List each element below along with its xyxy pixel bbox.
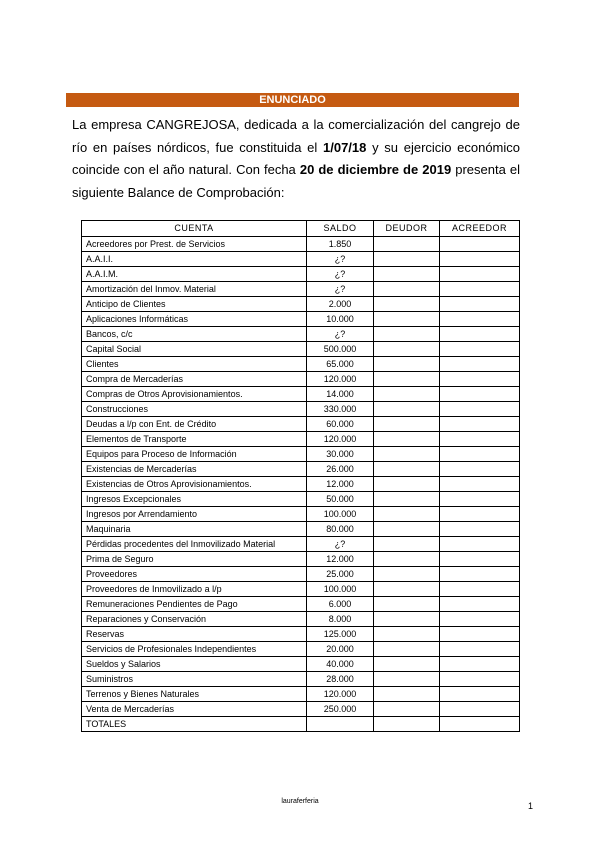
- cell-deudor: [374, 252, 440, 267]
- cell-saldo: ¿?: [307, 267, 374, 282]
- totals-deudor: [374, 717, 440, 732]
- table-row: [82, 282, 520, 297]
- cell-cuenta: Reparaciones y Conservación: [82, 612, 307, 627]
- cell-acreedor: [440, 687, 520, 702]
- table-row: [82, 297, 520, 312]
- cell-deudor: [374, 447, 440, 462]
- totals-acreedor: [440, 717, 520, 732]
- table-row: [82, 252, 520, 267]
- balance-table: [81, 220, 520, 732]
- table-row: [82, 552, 520, 567]
- cell-saldo: 6.000: [307, 597, 374, 612]
- cell-cuenta: Reservas: [82, 627, 307, 642]
- cell-deudor: [374, 327, 440, 342]
- cell-cuenta: Existencias de Mercaderías: [82, 462, 307, 477]
- cell-cuenta: Terrenos y Bienes Naturales: [82, 687, 307, 702]
- cell-saldo: 28.000: [307, 672, 374, 687]
- cell-cuenta: Remuneraciones Pendientes de Pago: [82, 597, 307, 612]
- cell-saldo: 60.000: [307, 417, 374, 432]
- table-row: [82, 327, 520, 342]
- cell-cuenta: Maquinaria: [82, 522, 307, 537]
- section-banner: [66, 93, 519, 107]
- table-header-row: [82, 221, 520, 237]
- cell-cuenta: Compra de Mercaderías: [82, 372, 307, 387]
- cell-cuenta: Elementos de Transporte: [82, 432, 307, 447]
- cell-deudor: [374, 612, 440, 627]
- cell-acreedor: [440, 492, 520, 507]
- table-row: [82, 522, 520, 537]
- table-row: [82, 687, 520, 702]
- cell-deudor: [374, 702, 440, 717]
- cell-acreedor: [440, 372, 520, 387]
- cell-saldo: 20.000: [307, 642, 374, 657]
- cell-cuenta: A.A.I.M.: [82, 267, 307, 282]
- cell-saldo: 120.000: [307, 687, 374, 702]
- cell-deudor: [374, 357, 440, 372]
- cell-acreedor: [440, 417, 520, 432]
- cell-deudor: [374, 342, 440, 357]
- cell-acreedor: [440, 567, 520, 582]
- cell-saldo: 8.000: [307, 612, 374, 627]
- cell-saldo: 120.000: [307, 432, 374, 447]
- cell-acreedor: [440, 627, 520, 642]
- cell-saldo: 330.000: [307, 402, 374, 417]
- cell-cuenta: Proveedores: [82, 567, 307, 582]
- table-row: [82, 537, 520, 552]
- cell-acreedor: [440, 282, 520, 297]
- cell-deudor: [374, 492, 440, 507]
- cell-deudor: [374, 672, 440, 687]
- cell-deudor: [374, 642, 440, 657]
- cell-deudor: [374, 297, 440, 312]
- cell-saldo: ¿?: [307, 537, 374, 552]
- page-number: 1: [528, 801, 534, 811]
- cell-saldo: 120.000: [307, 372, 374, 387]
- cell-acreedor: [440, 342, 520, 357]
- cell-cuenta: Servicios de Profesionales Independientes: [82, 642, 307, 657]
- cell-deudor: [374, 282, 440, 297]
- cell-deudor: [374, 657, 440, 672]
- table-row: [82, 657, 520, 672]
- intro-text-1: La empresa CANGREJOSA, dedicada a la comercialización del cangrejo de río en países nórdicos, fue constituida el: [72, 117, 520, 155]
- cell-saldo: 25.000: [307, 567, 374, 582]
- cell-acreedor: [440, 357, 520, 372]
- cell-deudor: [374, 507, 440, 522]
- intro-date-balance: 20 de diciembre de 2019: [299, 162, 452, 177]
- cell-cuenta: Bancos, c/c: [82, 327, 307, 342]
- intro-date-constitution: 1/07/18: [323, 139, 367, 155]
- cell-cuenta: Compras de Otros Aprovisionamientos.: [82, 387, 307, 402]
- cell-saldo: 100.000: [307, 582, 374, 597]
- cell-cuenta: Construcciones: [82, 402, 307, 417]
- cell-saldo: 10.000: [307, 312, 374, 327]
- cell-deudor: [374, 417, 440, 432]
- cell-deudor: [374, 432, 440, 447]
- cell-saldo: 40.000: [307, 657, 374, 672]
- intro-paragraph: [72, 114, 520, 204]
- cell-acreedor: [440, 237, 520, 252]
- cell-saldo: 500.000: [307, 342, 374, 357]
- table-row: [82, 612, 520, 627]
- cell-deudor: [374, 237, 440, 252]
- table-row: [82, 627, 520, 642]
- cell-cuenta: Existencias de Otros Aprovisionamientos.: [82, 477, 307, 492]
- cell-acreedor: [440, 552, 520, 567]
- table-row: [82, 597, 520, 612]
- cell-acreedor: [440, 447, 520, 462]
- cell-acreedor: [440, 507, 520, 522]
- cell-saldo: 65.000: [307, 357, 374, 372]
- cell-acreedor: [440, 477, 520, 492]
- cell-saldo: 14.000: [307, 387, 374, 402]
- cell-acreedor: [440, 267, 520, 282]
- cell-deudor: [374, 462, 440, 477]
- cell-deudor: [374, 597, 440, 612]
- cell-acreedor: [440, 327, 520, 342]
- table-row: [82, 477, 520, 492]
- cell-acreedor: [440, 612, 520, 627]
- cell-deudor: [374, 552, 440, 567]
- table-row: [82, 402, 520, 417]
- cell-cuenta: Anticipo de Clientes: [82, 297, 307, 312]
- totals-row: [82, 717, 520, 732]
- cell-saldo: 250.000: [307, 702, 374, 717]
- banner-title: ENUNCIADO: [259, 94, 326, 106]
- cell-saldo: 125.000: [307, 627, 374, 642]
- cell-saldo: 1.850: [307, 237, 374, 252]
- cell-deudor: [374, 627, 440, 642]
- cell-cuenta: Ingresos Excepcionales: [82, 492, 307, 507]
- cell-cuenta: Sueldos y Salarios: [82, 657, 307, 672]
- cell-acreedor: [440, 582, 520, 597]
- table-row: [82, 447, 520, 462]
- cell-acreedor: [440, 387, 520, 402]
- cell-acreedor: [440, 402, 520, 417]
- cell-cuenta: Clientes: [82, 357, 307, 372]
- totals-saldo: [307, 717, 374, 732]
- cell-cuenta: Deudas a l/p con Ent. de Crédito: [82, 417, 307, 432]
- table-row: [82, 312, 520, 327]
- table-row: [82, 462, 520, 477]
- intro-text-3: presenta el siguiente Balance de Comprobación:: [72, 162, 520, 200]
- table-row: [82, 492, 520, 507]
- table-row: [82, 357, 520, 372]
- cell-cuenta: Suministros: [82, 672, 307, 687]
- cell-acreedor: [440, 312, 520, 327]
- cell-saldo: 2.000: [307, 297, 374, 312]
- table-row: [82, 642, 520, 657]
- totals-label: TOTALES: [82, 717, 307, 732]
- cell-deudor: [374, 477, 440, 492]
- cell-acreedor: [440, 297, 520, 312]
- cell-cuenta: Venta de Mercaderías: [82, 702, 307, 717]
- cell-saldo: 80.000: [307, 522, 374, 537]
- cell-deudor: [374, 687, 440, 702]
- cell-deudor: [374, 387, 440, 402]
- cell-cuenta: Ingresos por Arrendamiento: [82, 507, 307, 522]
- cell-deudor: [374, 402, 440, 417]
- table-row: [82, 672, 520, 687]
- cell-acreedor: [440, 522, 520, 537]
- cell-acreedor: [440, 252, 520, 267]
- cell-acreedor: [440, 432, 520, 447]
- table-row: [82, 267, 520, 282]
- intro-text-2: y su ejercicio económico coincide con el año natural. Con fecha: [72, 139, 520, 177]
- table-row: [82, 417, 520, 432]
- cell-deudor: [374, 567, 440, 582]
- table-row: [82, 702, 520, 717]
- table-row: [82, 582, 520, 597]
- cell-deudor: [374, 537, 440, 552]
- cell-saldo: 100.000: [307, 507, 374, 522]
- cell-acreedor: [440, 597, 520, 612]
- cell-cuenta: Pérdidas procedentes del Inmovilizado Material: [82, 537, 307, 552]
- cell-acreedor: [440, 642, 520, 657]
- table-row: [82, 237, 520, 252]
- cell-cuenta: Amortización del Inmov. Material: [82, 282, 307, 297]
- cell-cuenta: Equipos para Proceso de Información: [82, 447, 307, 462]
- cell-saldo: 12.000: [307, 552, 374, 567]
- cell-cuenta: A.A.I.I.: [82, 252, 307, 267]
- table-row: [82, 567, 520, 582]
- header-cuenta: CUENTA: [82, 221, 307, 237]
- cell-cuenta: Proveedores de Inmovilizado a l/p: [82, 582, 307, 597]
- header-saldo: SALDO: [307, 221, 374, 237]
- cell-deudor: [374, 582, 440, 597]
- footer-author: lauraferferia: [281, 798, 319, 805]
- cell-cuenta: Acreedores por Prest. de Servicios: [82, 237, 307, 252]
- cell-saldo: ¿?: [307, 252, 374, 267]
- cell-saldo: ¿?: [307, 282, 374, 297]
- cell-saldo: 26.000: [307, 462, 374, 477]
- cell-saldo: 50.000: [307, 492, 374, 507]
- cell-cuenta: Prima de Seguro: [82, 552, 307, 567]
- header-deudor: DEUDOR: [374, 221, 440, 237]
- cell-acreedor: [440, 537, 520, 552]
- header-acreedor: ACREEDOR: [440, 221, 520, 237]
- table-row: [82, 342, 520, 357]
- cell-deudor: [374, 267, 440, 282]
- cell-saldo: ¿?: [307, 327, 374, 342]
- cell-deudor: [374, 372, 440, 387]
- table-row: [82, 387, 520, 402]
- cell-saldo: 12.000: [307, 477, 374, 492]
- cell-acreedor: [440, 672, 520, 687]
- cell-cuenta: Capital Social: [82, 342, 307, 357]
- cell-cuenta: Aplicaciones Informáticas: [82, 312, 307, 327]
- cell-deudor: [374, 312, 440, 327]
- table-row: [82, 507, 520, 522]
- table-row: [82, 372, 520, 387]
- cell-acreedor: [440, 702, 520, 717]
- cell-acreedor: [440, 462, 520, 477]
- cell-acreedor: [440, 657, 520, 672]
- cell-deudor: [374, 522, 440, 537]
- table-row: [82, 432, 520, 447]
- cell-saldo: 30.000: [307, 447, 374, 462]
